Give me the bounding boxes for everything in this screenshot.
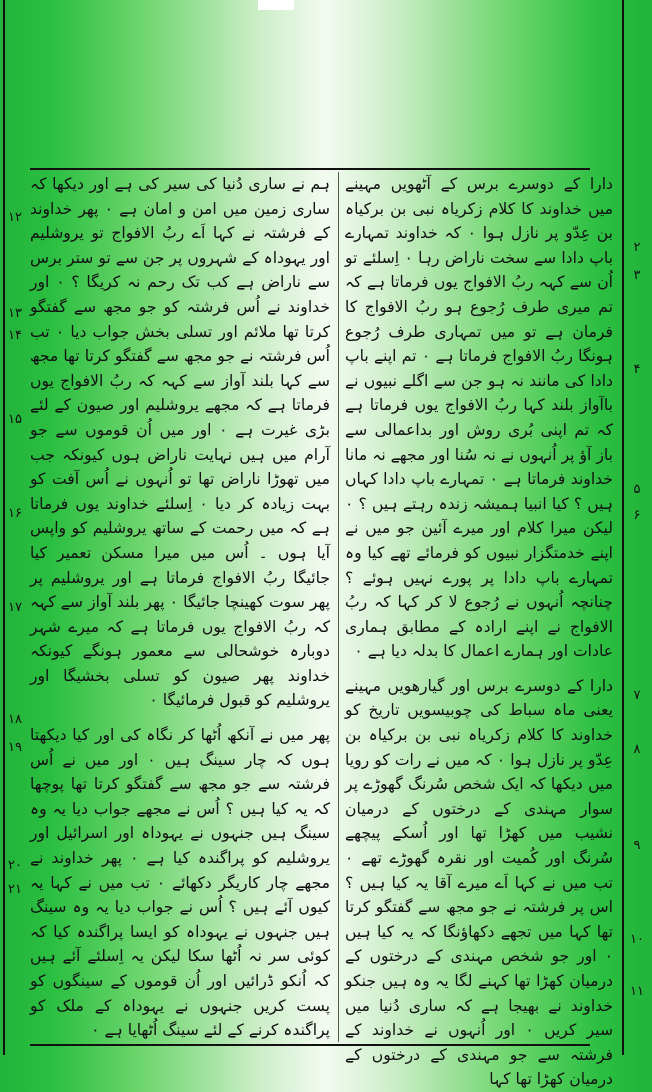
- verse-number: ۱۶: [8, 506, 22, 521]
- verse-number: ۱۵: [8, 412, 22, 427]
- verse-number: ۱۸: [8, 712, 22, 727]
- verse-number: ۱۳: [8, 306, 22, 321]
- verse-number: ۲۰: [8, 858, 22, 873]
- top-text-rule: [30, 168, 590, 170]
- paragraph: ہم نے ساری دُنیا کی سیر کی ہے اور دیکھا کہ ساری زمین میں امن و امان ہے ۰ پھر خداوند کے فرشتہ نے کہا اَے ربُ الافواج تو یروشلیم اور یہوداہ کے شہروں پر جن سے تو ستر برس سے ناراض ہے کب تک رحم نہ کریگا ؟ ۰ اور خداوند نے اُس فرشتہ کو جو مجھ سے گفتگو کرتا تھا ملائم اور تسلی بخش جواب دیا ۰ تب اُس فرشتہ نے جو مجھ سے گفتگو کرتا تھا مجھ سے کہا بلند آواز سے کہہ کہ ربُ الافواج یوں فرماتا ہے کہ مجھے یروشلیم اور صیون کے لئے بڑی غیرت ہے ۰ اور میں اُن قوموں سے جو آرام میں ہیں نہایت ناراض ہوں کیونکہ جب میں تھوڑا ناراض تھا تو اُنہوں نے اُس آفت کو بہت زیادہ کر دیا ۰ اِسلئے خداوند یوں فرماتا ہے کہ میں رحمت کے ساتھ یروشلیم کو واپس آیا ہوں ۔ اُس میں میرا مسکن تعمیر کیا جائیگا ربُ الافواج فرماتا ہے اور یروشلیم پر پھر سوت کھینچا جائیگا ۰ پھر بلند آواز سے کہہ کہ ربُ الافواج یوں فرماتا ہے کہ میرے شہر دوبارہ خوشحالی سے معمور ہونگے کیونکہ خداوند پھر صیون کو تسلی بخشیگا اور یروشلیم کو قبول فرمائیگا ۰: [30, 175, 331, 710]
- verse-number: ۵: [633, 482, 641, 497]
- verse-number: ۸: [633, 742, 641, 757]
- verse-number: ۴: [633, 362, 641, 377]
- verse-number: ۲۱: [8, 882, 22, 897]
- verse-number: ۱۲: [8, 210, 22, 225]
- column-divider: [338, 172, 339, 1042]
- verse-number: ۱۱: [630, 984, 644, 999]
- verse-number: ۷: [633, 688, 641, 703]
- verse-number: ۱۴: [8, 328, 22, 343]
- verse-number: ۹: [633, 838, 641, 853]
- verse-number: ۶: [633, 508, 641, 523]
- right-text-column: [345, 172, 614, 1089]
- left-text-column: [30, 172, 330, 1042]
- verse-number: ۱۹: [8, 740, 22, 755]
- verse-number: ۱۷: [8, 600, 22, 615]
- verse-number: ۲: [633, 240, 641, 255]
- paragraph: دارا کے دوسرے برس اور گیارھویں مہینے یعنی ماہ سباط کی چوبیسویں تاریخ کو خداوند کا کلام زکریاہ نبی بن برکیاہ بن عِدّو پر نازل ہوا ۰ کہ میں نے رات کو رویا میں دیکھا کہ ایک شخص سُرنگ گھوڑے پر سوار مہندی کے درختوں کے درمیان نشیب میں کھڑا تھا اور اُسکے پیچھے سُرنگ اور کُمیت اور نقرہ گھوڑے تھے ۰ تب میں نے کہا اَے میرے آقا یہ کیا ہیں ؟ اس پر فرشتہ نے جو مجھ سے گفتگو کرتا تھا کہا میں تجھے دکھاؤنگا کہ یہ کیا ہیں ۰ اور جو شخص مہندی کے درختوں کے درمیان کھڑا تھا کہنے لگا یہ وہ ہیں جنکو خداوند نے بھیجا ہے کہ ساری دُنیا میں سیر کریں ۰ اور اُنہوں نے خداوند کے فرشتہ سے جو مہندی کے درختوں کے درمیان کھڑا تھا کہا: [345, 676, 614, 1089]
- paragraph: دارا کے دوسرے برس کے آٹھویں مہینے میں خداوند کا کلام زکریاہ نبی بن برکیاہ بن عِدّو پر نازل ہوا ۰ کہ خداوند تمہارے باپ دادا سے سخت ناراض رہا ۰ اِسلئے تو اُن سے کہہ ربُ الافواج یوں فرماتا ہے کہ تم میری طرف رُجوع ہو ربُ الافواج کا فرمان ہے تو میں تمہاری طرف رُجوع ہونگا ربُ الافواج فرماتا ہے ۰ تم اپنے باپ دادا کی مانند نہ ہو جن سے اگلے نبیوں نے باآواز بلند کہا ربُ الافواج یوں فرماتا ہے کہ تم اپنی بُری روش اور بداعمالی سے باز آؤ پر اُنہوں نے نہ سُنا اور مجھے نہ مانا خداوند فرماتا ہے ۰ تمہارے باپ دادا کہاں ہیں ؟ کیا انبیا ہمیشہ زندہ رہتے ہیں ؟ ۰ لیکن میرا کلام اور میرے آئین جو میں نے اپنے خدمتگزار نبیوں کو فرمائے تھے کیا وہ تمہارے باپ دادا پر پورے نہیں ہوئے ؟ چنانچہ اُنہوں نے رُجوع لا کر کہا کہ ربُ الافواج نے اپنے ارادہ کے مطابق ہماری عادات اور ہمارے اعمال کا بدلہ دیا ہے ۰: [345, 175, 614, 661]
- verse-number: ۱۰: [630, 932, 644, 947]
- right-margin-rule: [622, 0, 624, 1055]
- top-page-tab: [258, 0, 294, 10]
- paragraph: پھر میں نے آنکھ اُٹھا کر نگاہ کی اور کیا دیکھتا ہوں کہ چار سینگ ہیں ۰ اور میں نے اُس فرشتہ سے جو مجھ سے گفتگو کرتا تھا پوچھا کہ یہ کیا ہیں ؟ اُس نے مجھے جواب دیا یہ وہ سینگ ہیں جنہوں نے یہوداہ اور اسرائیل اور یروشلیم کو پراگندہ کیا ہے ۰ پھر خداوند نے مجھے چار کاریگر دکھائے ۰ تب میں نے کہا یہ کیوں آئے ہیں ؟ اُس نے جواب دیا یہ وہ سینگ ہیں جنہوں نے یہوداہ کو ایسا پراگندہ کیا کہ کوئی سر نہ اُٹھا سکا لیکن یہ اِسلئے آئے ہیں کہ اُنکو ڈرائیں اور اُن قوموں کے سینگوں کو پست کریں جنہوں نے یہوداہ کے ملک کو پراگندہ کرنے کے لئے سینگ اُٹھایا ہے ۰: [30, 726, 331, 1040]
- verse-number: ۳: [633, 268, 641, 283]
